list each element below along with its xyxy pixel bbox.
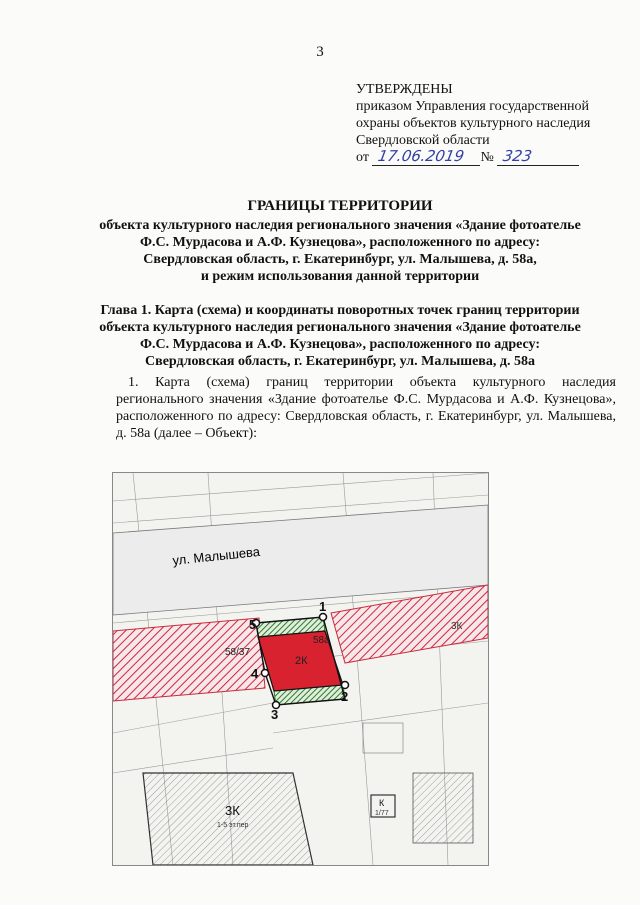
title-line: Ф.С. Мурдасова и А.Ф. Кузнецова», расположенного по адресу: — [140, 235, 540, 250]
protection-zone-left — [113, 618, 265, 701]
protection-zone-right — [331, 585, 488, 663]
point-3-label: 3 — [271, 707, 279, 722]
point-2-label: 2 — [341, 689, 349, 704]
boundary-map — [112, 472, 489, 866]
approval-block — [356, 81, 590, 166]
number-label: № — [480, 150, 494, 165]
date-field — [372, 147, 480, 166]
chapter-line: Свердловская область, г. Екатеринбург, ул. Малышева, д. 58а — [145, 354, 535, 369]
small-building-sub: 1/77 — [375, 810, 389, 817]
point-4-label: 4 — [251, 666, 259, 681]
right-building — [413, 773, 473, 843]
right-zone-label: 3К — [451, 621, 463, 632]
title-line: Свердловская область, г. Екатеринбург, ул. Малышева, д. 58а, — [143, 252, 537, 267]
approval-line: Свердловской области — [356, 133, 490, 148]
approval-line: охраны объектов культурного наследия — [356, 116, 591, 131]
point-1-label: 1 — [319, 599, 327, 614]
approval-date-line — [356, 149, 590, 166]
chapter-line: Глава 1. Карта (схема) и координаты поворотных точек границ территории — [100, 303, 580, 318]
paragraph-1 — [116, 374, 616, 442]
chapter-line: объекта культурного наследия регионального значения «Здание фотоателье — [99, 320, 581, 335]
lower-building-sub: 1-5 эт.пер — [217, 822, 249, 829]
street-label: ул. Малышева — [171, 543, 261, 568]
paragraph-line: расположенного по адресу: Свердловская область, г. Екатеринбург, ул. Малышева, — [116, 409, 616, 424]
building-number-label: 58а — [313, 635, 330, 646]
approval-heading: УТВЕРЖДЕНЫ — [356, 82, 453, 97]
minor-structure — [363, 723, 403, 753]
chapter-heading — [60, 302, 620, 370]
handwritten-number: 323 — [501, 147, 534, 165]
title-line: объекта культурного наследия регионального значения «Здание фотоателье — [99, 218, 581, 233]
point-4-marker — [262, 670, 269, 677]
number-field — [497, 147, 579, 166]
title-main: ГРАНИЦЫ ТЕРРИТОРИИ — [247, 198, 433, 214]
lower-building — [143, 773, 313, 865]
building-type-label: 2К — [295, 655, 308, 667]
from-label: от — [356, 150, 369, 165]
document-title — [60, 198, 620, 285]
point-2-marker — [342, 682, 349, 689]
point-1-marker — [320, 614, 327, 621]
chapter-line: Ф.С. Мурдасова и А.Ф. Кузнецова», расположенного по адресу: — [140, 337, 540, 352]
small-building-label: К — [379, 798, 385, 808]
point-5-label: 5 — [249, 617, 257, 632]
handwritten-date: 17.06.2019 — [376, 147, 467, 165]
paragraph-line: 1. Карта (схема) границ территории объекта культурного наследия — [128, 375, 616, 390]
paragraph-line: регионального значения «Здание фотоателье Ф.С. Мурдасова и А.Ф. Кузнецова», — [116, 392, 616, 407]
paragraph-line: д. 58а (далее – Объект): — [116, 426, 257, 441]
lower-building-label: 3К — [225, 803, 240, 818]
title-line: и режим использования данной территории — [200, 269, 480, 284]
approval-line: приказом Управления государственной — [356, 99, 590, 114]
neighbor-number-label: 58/37 — [225, 647, 251, 658]
page-number: 3 — [316, 44, 324, 60]
